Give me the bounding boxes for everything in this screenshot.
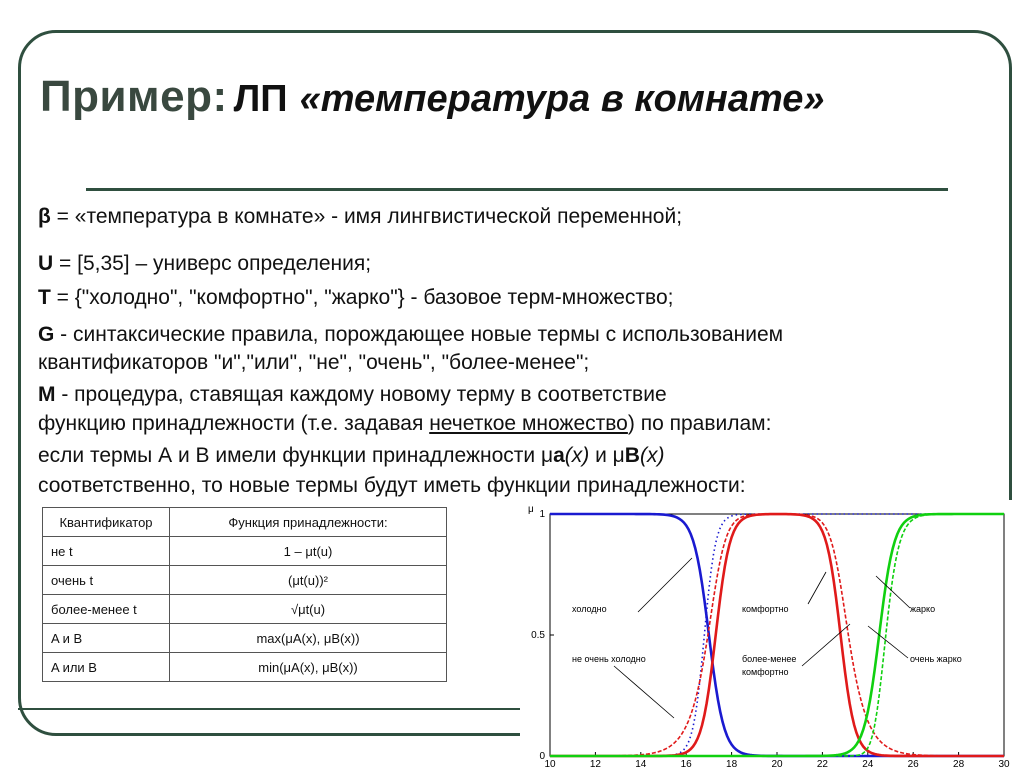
m-line-3-and: и μ <box>589 444 625 467</box>
fuzzy-set-link[interactable]: нечеткое множество <box>429 412 628 435</box>
y-axis-label: μ <box>528 504 534 515</box>
m-line-3 <box>38 442 664 470</box>
chart-label: более-менее <box>742 654 797 664</box>
g-line <box>38 321 783 349</box>
x-tick-label: 22 <box>816 759 828 768</box>
bottom-divider <box>18 708 528 710</box>
m-line-2-start: функцию принадлежности (т.е. задавая <box>38 412 430 435</box>
chart-label: не очень холодно <box>572 654 646 664</box>
quantifier-table <box>42 507 447 682</box>
u-symbol: U <box>38 252 54 275</box>
y-tick-label: 0 <box>539 751 545 762</box>
title-lead: Пример: <box>40 72 228 121</box>
x-arg-1: (x) <box>564 444 590 467</box>
mu-b-sub: B <box>624 444 640 467</box>
row-func: 1 – μt(u) <box>170 537 447 566</box>
g-line-2: квантификаторов "и","или", "не", "очень", "более-менее"; <box>38 351 590 374</box>
y-tick-label: 0.5 <box>531 630 545 641</box>
row-term: A или B <box>43 653 170 682</box>
m-line <box>38 381 667 409</box>
m-line-2 <box>38 410 771 438</box>
table-row <box>43 653 447 682</box>
y-tick-label: 1 <box>539 509 545 520</box>
row-term: A и B <box>43 624 170 653</box>
m-text: - процедура, ставящая каждому новому терму в соответствие <box>55 383 667 406</box>
row-term: очень t <box>43 566 170 595</box>
row-func: max(μA(x), μB(x)) <box>170 624 447 653</box>
m-symbol: M <box>38 383 56 406</box>
chart-label: комфортно <box>742 604 789 614</box>
chart-label: жарко <box>910 604 936 614</box>
chart-label: холодно <box>572 604 607 614</box>
chart-background <box>520 500 1024 768</box>
beta-line <box>38 203 682 231</box>
x-tick-label: 16 <box>680 759 692 768</box>
x-tick-label: 10 <box>544 759 556 768</box>
u-text: = [5,35] – универс определения; <box>53 252 372 275</box>
table-row <box>43 566 447 595</box>
table-row <box>43 537 447 566</box>
header-function: Функция принадлежности: <box>170 508 447 537</box>
beta-text: = «температура в комнате» - имя лингвистической переменной; <box>50 205 683 228</box>
g-text: - синтаксические правила, порождающее новые термы с использованием <box>54 323 784 346</box>
x-tick-label: 26 <box>907 759 919 768</box>
title-divider <box>86 188 948 191</box>
table-row <box>43 595 447 624</box>
mu-a-sub: a <box>553 444 565 467</box>
membership-chart <box>520 500 1024 768</box>
beta-symbol: β <box>38 205 51 228</box>
x-tick-label: 20 <box>771 759 783 768</box>
t-symbol: T <box>38 286 51 309</box>
g-symbol: G <box>38 323 55 346</box>
m-line-2-end: ) по правилам: <box>627 412 772 435</box>
row-func: (μt(u))² <box>170 566 447 595</box>
row-func: min(μA(x), μB(x)) <box>170 653 447 682</box>
title-quote: «температура в комнате» <box>299 78 825 120</box>
t-text: = {"холодно", "комфортно", "жарко"} - базовое терм-множество; <box>50 286 674 309</box>
x-tick-label: 18 <box>726 759 738 768</box>
x-tick-label: 24 <box>862 759 874 768</box>
title-lp: ЛП <box>233 78 288 120</box>
row-func: √μt(u) <box>170 595 447 624</box>
table-row <box>43 624 447 653</box>
u-line <box>38 250 371 278</box>
header-quantifier: Квантификатор <box>43 508 170 537</box>
table-header-row <box>43 508 447 537</box>
x-tick-label: 30 <box>998 759 1010 768</box>
chart-label: очень жарко <box>910 654 962 664</box>
x-tick-label: 14 <box>635 759 647 768</box>
t-line <box>38 284 673 312</box>
row-term: более-менее t <box>43 595 170 624</box>
m-line-4: соответственно, то новые термы будут иметь функции принадлежности: <box>38 474 746 497</box>
x-arg-2: (x) <box>639 444 665 467</box>
slide-title <box>40 72 825 122</box>
m-line-3-start: если термы А и В имели функции принадлежности μ <box>38 444 554 467</box>
x-tick-label: 12 <box>589 759 601 768</box>
chart-label: комфортно <box>742 667 789 677</box>
x-tick-label: 28 <box>953 759 965 768</box>
row-term: не t <box>43 537 170 566</box>
